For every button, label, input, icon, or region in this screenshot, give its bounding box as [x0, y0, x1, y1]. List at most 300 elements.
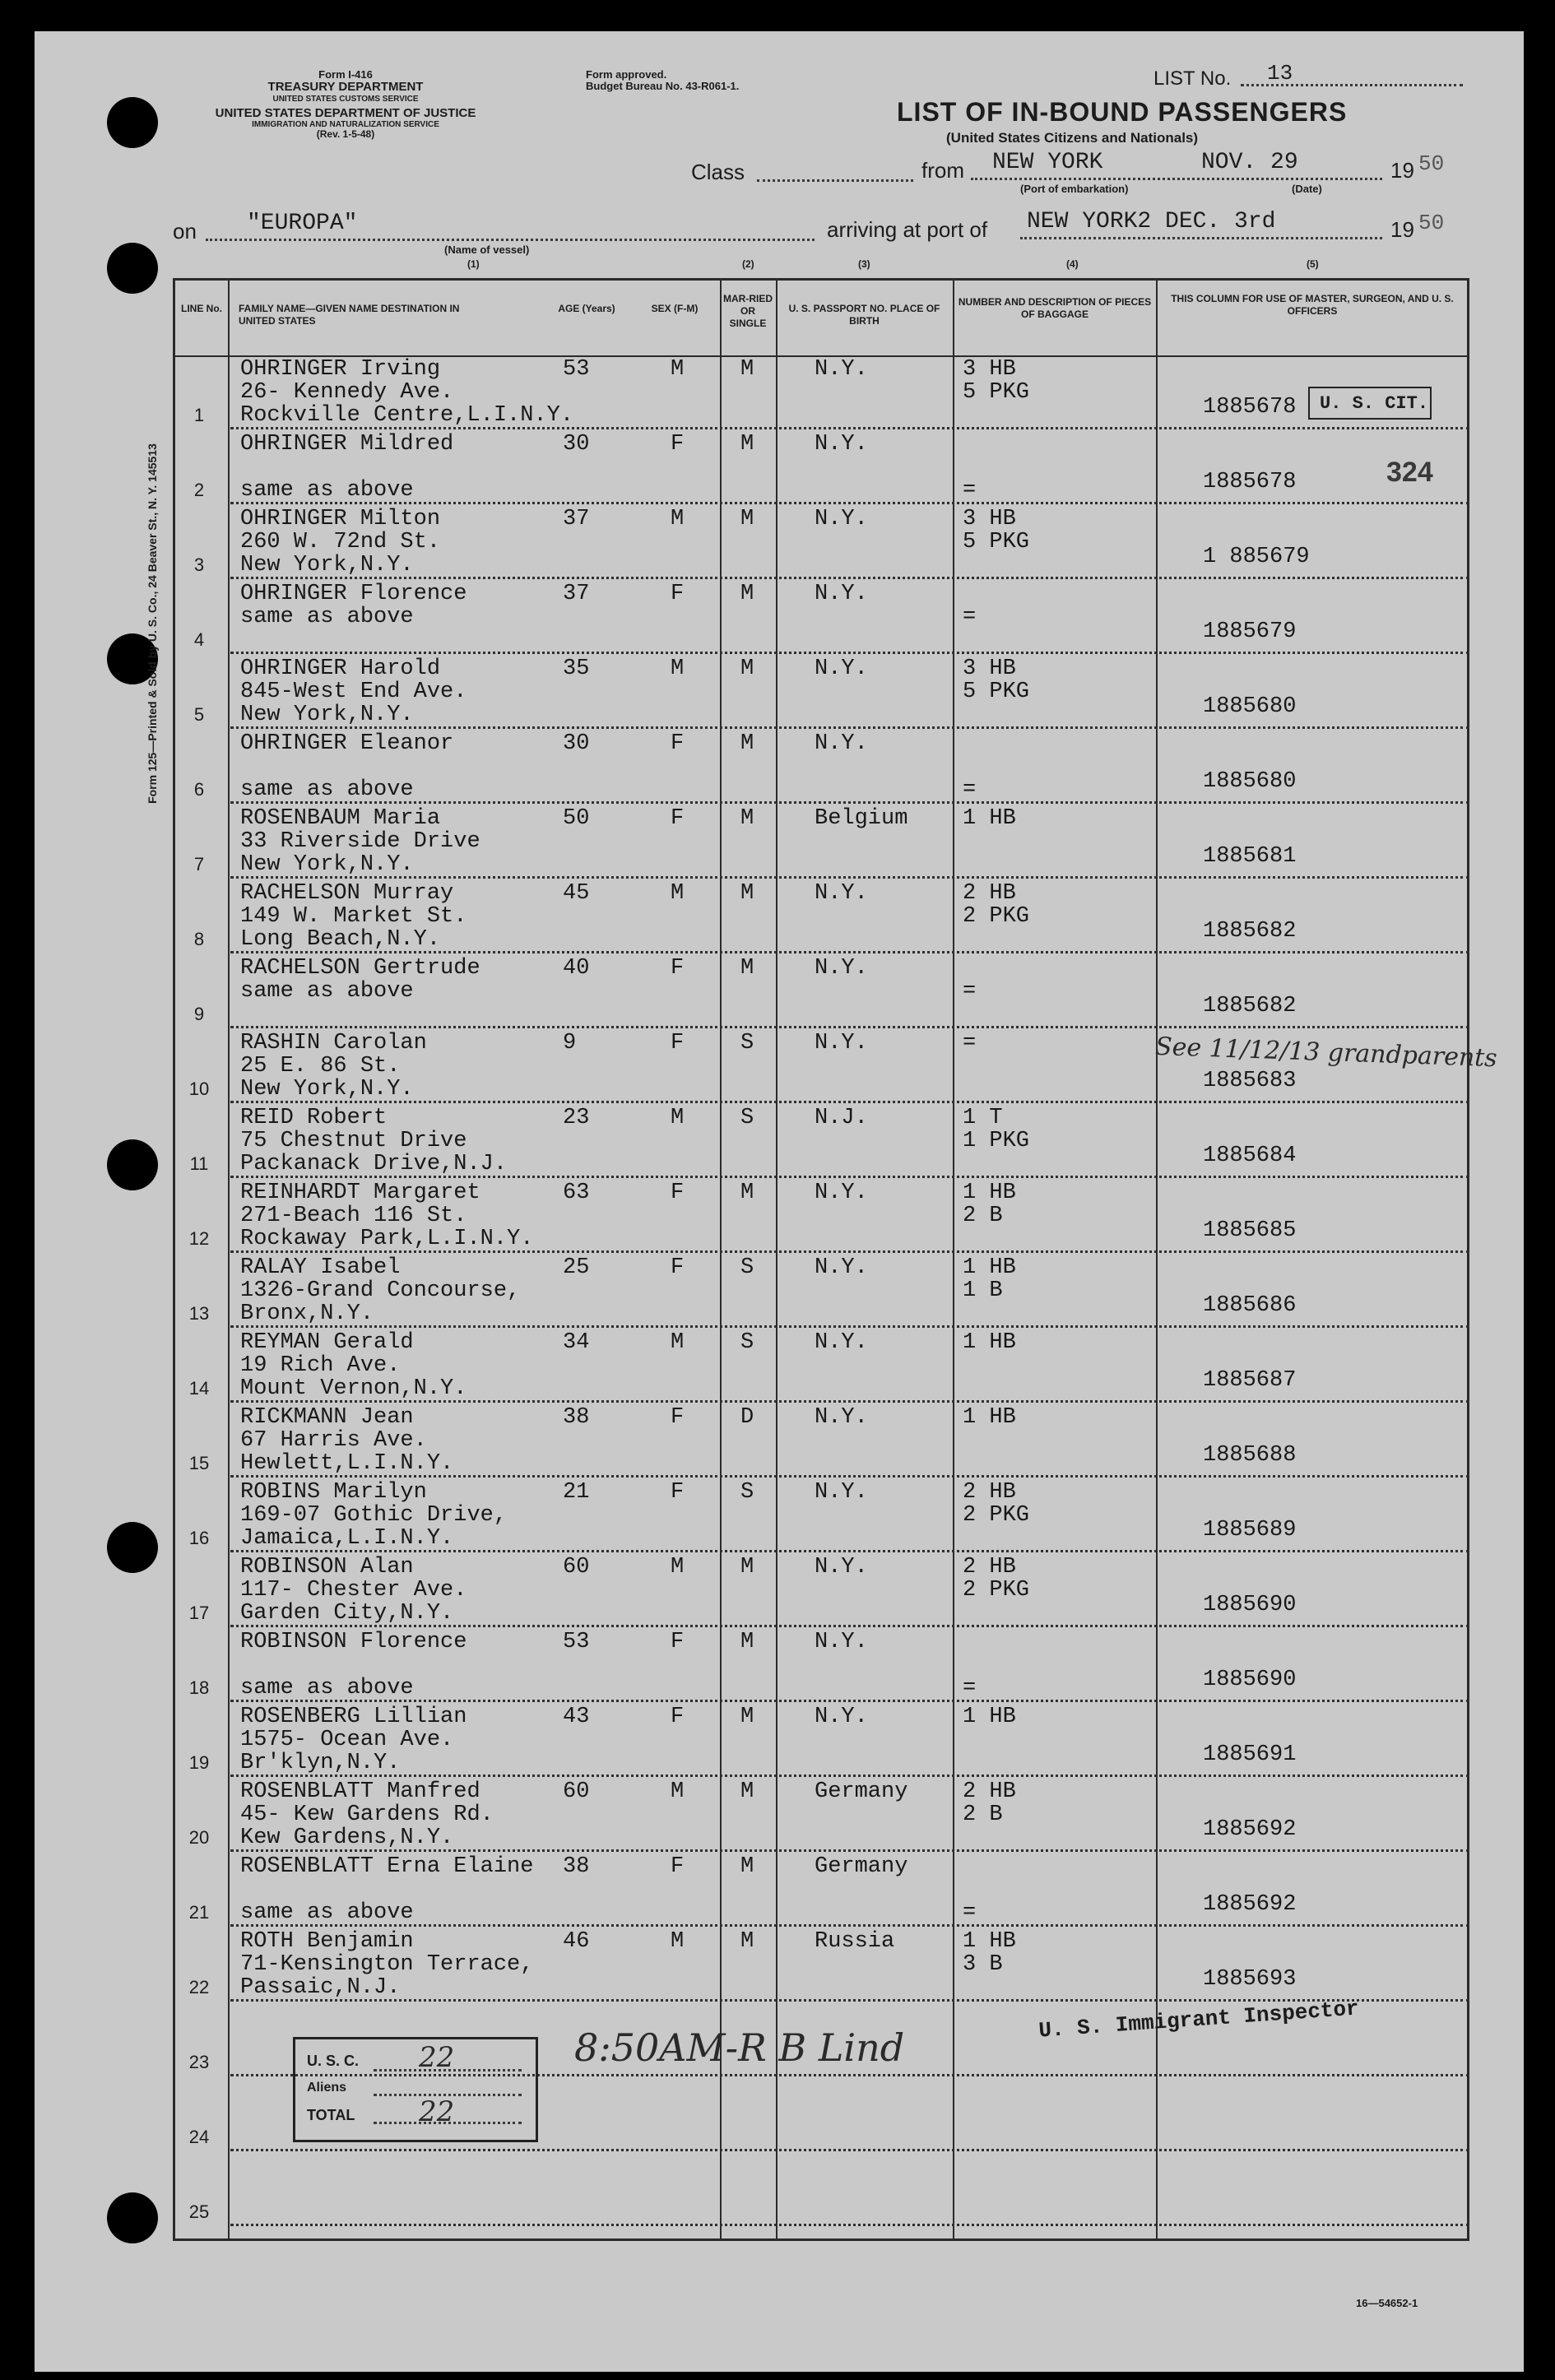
passenger-sex: F	[671, 1854, 685, 1879]
passenger-age: 37	[563, 582, 590, 606]
passenger-name: ROTH Benjamin	[240, 1929, 414, 1954]
place-of-birth: N.Y.	[815, 1405, 868, 1430]
line-number: 25	[188, 2201, 210, 2222]
passenger-sex: M	[671, 1555, 685, 1580]
passenger-age: 40	[563, 956, 590, 981]
row-separator	[230, 1924, 1469, 1927]
passenger-sex: F	[671, 1181, 685, 1205]
baggage: =	[963, 1900, 977, 1925]
place-of-birth: N.Y.	[815, 1031, 868, 1055]
place-of-birth: Belgium	[815, 806, 908, 831]
line-number: 19	[188, 1752, 210, 1773]
baggage: 1 PKG	[963, 1129, 1030, 1153]
marital-status: M	[740, 956, 754, 981]
passenger-age: 9	[563, 1031, 577, 1055]
class-label: Class	[691, 160, 745, 184]
passenger-address: 271-Beach 116 St.	[240, 1204, 467, 1228]
passenger-age: 45	[563, 881, 590, 906]
col-caption-4: (4)	[1066, 258, 1079, 270]
baggage: 5 PKG	[963, 680, 1030, 704]
place-of-birth: N.Y.	[815, 357, 868, 382]
passenger-sex: M	[671, 1330, 685, 1355]
footer-code: 16—54652-1	[1356, 2297, 1418, 2309]
treasury-dept: TREASURY DEPARTMENT	[267, 80, 424, 95]
marital-status: M	[740, 582, 754, 606]
passenger-address: same as above	[240, 478, 414, 503]
passenger-address: 67 Harris Ave.	[240, 1428, 427, 1453]
passenger-sex: F	[671, 806, 685, 831]
col-header-use: THIS COLUMN FOR USE OF MASTER, SURGEON, AND U. S. OFFICERS	[1171, 293, 1454, 317]
baggage: 2 HB	[963, 1779, 1016, 1804]
line-number: 22	[188, 1977, 210, 1997]
col-caption-2: (2)	[742, 258, 754, 270]
baggage: 1 HB	[963, 1405, 1016, 1430]
line-number: 2	[193, 480, 205, 500]
passenger-sex: M	[671, 357, 685, 382]
punch-hole	[107, 2192, 158, 2243]
certificate-number: 1885682	[1203, 994, 1297, 1018]
baggage: 2 HB	[963, 1480, 1016, 1505]
passenger-address: Long Beach,N.Y.	[240, 927, 441, 952]
baggage: 2 B	[963, 1204, 1003, 1228]
line-number: 14	[188, 1378, 210, 1399]
place-of-birth: N.Y.	[815, 1330, 868, 1355]
passenger-age: 53	[563, 1630, 590, 1654]
passenger-address: Kew Gardens,N.Y.	[240, 1826, 454, 1850]
passenger-age: 43	[563, 1705, 590, 1729]
certificate-number: 1885692	[1203, 1817, 1297, 1842]
marital-status: M	[740, 1929, 754, 1954]
passenger-address: Rockville Centre,L.I.N.Y.	[240, 403, 574, 428]
passenger-address: 33 Riverside Drive	[240, 829, 480, 854]
passenger-sex: M	[671, 1929, 685, 1954]
page-subtitle: (United States Citizens and Nationals)	[946, 130, 1199, 146]
marital-status: M	[740, 1705, 754, 1729]
us-cit-stamp: U. S. CIT.	[1308, 387, 1432, 420]
grandparents-note: See 11/12/13 grandparents	[1154, 1032, 1498, 1074]
baggage: 1 B	[963, 1278, 1003, 1303]
certificate-number: 1885679	[1203, 619, 1297, 644]
customs-service: UNITED STATES CUSTOMS SERVICE	[272, 94, 419, 104]
marital-status: S	[740, 1106, 754, 1130]
number-324: 324	[1386, 457, 1433, 488]
certificate-number: 1885680	[1203, 694, 1297, 719]
place-of-birth: N.Y.	[815, 1630, 868, 1654]
certificate-number: 1885692	[1203, 1892, 1297, 1917]
certificate-number: 1885693	[1203, 1967, 1297, 1992]
baggage: =	[963, 979, 977, 1004]
col-header-name: FAMILY NAME—GIVEN NAME DESTINATION IN UNITED STATES	[239, 303, 460, 327]
marital-status: S	[740, 1330, 754, 1355]
marital-status: M	[740, 507, 754, 531]
baggage: 2 B	[963, 1802, 1003, 1827]
certificate-number: 1885683	[1203, 1069, 1297, 1093]
punch-hole	[107, 243, 158, 294]
line-number: 8	[193, 929, 205, 949]
passenger-name: OHRINGER Mildred	[240, 432, 454, 457]
line-number: 3	[193, 554, 205, 575]
punch-hole	[107, 1139, 158, 1190]
certificate-number: 1885685	[1203, 1218, 1297, 1243]
passenger-age: 30	[563, 731, 590, 756]
line-number: 7	[193, 854, 205, 875]
inspector-title: U. S. Immigrant Inspector	[1037, 1996, 1360, 2044]
baggage: 1 HB	[963, 1705, 1016, 1729]
line-number: 15	[188, 1453, 210, 1473]
passenger-name: ROSENBLATT Manfred	[240, 1779, 480, 1804]
certificate-number: 1885690	[1203, 1593, 1297, 1617]
list-no-value: 13	[1267, 61, 1293, 86]
marital-status: S	[740, 1255, 754, 1280]
passenger-age: 38	[563, 1405, 590, 1430]
place-of-birth: Germany	[815, 1779, 908, 1804]
baggage: =	[963, 605, 977, 629]
side-printer-text: Form 125—Printed & Sold by U. S. Co., 24 Beaver St., N. Y. 145513	[146, 443, 159, 804]
baggage: 3 HB	[963, 507, 1016, 531]
passenger-name: OHRINGER Florence	[240, 582, 467, 606]
passenger-address: 169-07 Gothic Drive,	[240, 1503, 508, 1528]
col-header-baggage: NUMBER AND DESCRIPTION OF PIECES OF BAGGAGE	[958, 296, 1152, 320]
line-number: 24	[188, 2127, 210, 2147]
baggage: 2 HB	[963, 1555, 1016, 1580]
passenger-name: ROBINSON Florence	[240, 1630, 467, 1654]
passenger-name: ROBINS Marilyn	[240, 1480, 427, 1505]
certificate-number: 1885684	[1203, 1144, 1297, 1168]
marital-status: M	[740, 806, 754, 831]
passenger-sex: F	[671, 582, 685, 606]
place-of-birth: N.Y.	[815, 1705, 868, 1729]
passenger-name: RICKMANN Jean	[240, 1405, 414, 1430]
col-caption-3: (3)	[858, 258, 870, 270]
passenger-name: ROSENBAUM Maria	[240, 806, 441, 831]
port-embark-caption: (Port of embarkation)	[1020, 183, 1129, 195]
passenger-address: Mount Vernon,N.Y.	[240, 1376, 467, 1401]
line-number: 4	[193, 629, 205, 650]
passenger-name: OHRINGER Irving	[240, 357, 441, 382]
passenger-address: same as above	[240, 979, 414, 1004]
place-of-birth: N.Y.	[815, 507, 868, 531]
passenger-address: 1326-Grand Concourse,	[240, 1278, 521, 1303]
baggage: =	[963, 777, 977, 802]
passenger-name: REINHARDT Margaret	[240, 1181, 480, 1205]
passenger-sex: F	[671, 731, 685, 756]
place-of-birth: Germany	[815, 1854, 908, 1879]
passenger-address: 117- Chester Ave.	[240, 1578, 467, 1603]
certificate-number: 1885691	[1203, 1742, 1297, 1767]
passenger-sex: F	[671, 956, 685, 981]
form-number: Form I-416	[318, 68, 373, 81]
passenger-age: 35	[563, 656, 590, 681]
line-number: 21	[188, 1902, 210, 1923]
passenger-name: ROSENBLATT Erna Elaine	[240, 1854, 534, 1879]
certificate-number: 1885680	[1203, 769, 1297, 794]
year-value-1: 50	[1418, 151, 1445, 176]
from-value: NEW YORK	[992, 150, 1103, 175]
passenger-sex: F	[671, 1031, 685, 1055]
row-separator	[230, 577, 1469, 579]
passenger-age: 21	[563, 1480, 590, 1505]
passenger-address: New York,N.Y.	[240, 703, 414, 727]
baggage: 5 PKG	[963, 380, 1030, 405]
baggage: 3 HB	[963, 656, 1016, 681]
line-number: 6	[193, 779, 205, 800]
passenger-address: 1575- Ocean Ave.	[240, 1728, 454, 1752]
punch-hole	[107, 1522, 158, 1573]
passenger-address: Hewlett,L.I.N.Y.	[240, 1451, 454, 1476]
passenger-address: New York,N.Y.	[240, 553, 414, 578]
place-of-birth: N.Y.	[815, 731, 868, 756]
passenger-address: New York,N.Y.	[240, 1077, 414, 1102]
passenger-sex: F	[671, 1405, 685, 1430]
totals-box: U. S. C. 22 Aliens TOTAL 22	[293, 2037, 538, 2142]
row-separator	[230, 1176, 1469, 1178]
line-number: 5	[193, 704, 205, 725]
date-caption: (Date)	[1292, 183, 1322, 195]
col-header-passport: U. S. PASSPORT NO. PLACE OF BIRTH	[788, 303, 940, 327]
place-of-birth: N.Y.	[815, 656, 868, 681]
passenger-sex: F	[671, 1630, 685, 1654]
baggage: 2 HB	[963, 881, 1016, 906]
row-separator	[230, 876, 1469, 879]
passenger-address: Rockaway Park,L.I.N.Y.	[240, 1227, 534, 1251]
marital-status: S	[740, 1480, 754, 1505]
line-number: 13	[188, 1303, 210, 1324]
list-no-label: LIST No.	[1153, 67, 1232, 90]
certificate-number: 1885686	[1203, 1293, 1297, 1318]
baggage: 2 PKG	[963, 904, 1030, 929]
punch-hole	[107, 97, 158, 148]
form-approved: Form approved.	[586, 68, 667, 81]
passenger-age: 37	[563, 507, 590, 531]
row-separator	[230, 2224, 1469, 2226]
passenger-address: Garden City,N.Y.	[240, 1601, 454, 1626]
passenger-sex: M	[671, 507, 685, 531]
passenger-age: 63	[563, 1181, 590, 1205]
passenger-address: 149 W. Market St.	[240, 904, 467, 929]
baggage: 1 HB	[963, 1330, 1016, 1355]
passenger-name: RASHIN Carolan	[240, 1031, 427, 1055]
justice-dept: UNITED STATES DEPARTMENT OF JUSTICE	[215, 105, 476, 120]
marital-status: M	[740, 357, 754, 382]
col-header-line: LINE No.	[181, 303, 222, 314]
arriving-value: NEW YORK2 DEC. 3rd	[1027, 209, 1276, 234]
passenger-age: 23	[563, 1106, 590, 1130]
passenger-address: Packanack Drive,N.J.	[240, 1152, 508, 1176]
inspector-signature: 8:50AM-R B Lind	[574, 2025, 905, 2070]
row-separator	[230, 427, 1469, 429]
passenger-address: 19 Rich Ave.	[240, 1353, 401, 1378]
passenger-age: 46	[563, 1929, 590, 1954]
form-agency-block	[156, 69, 535, 140]
passenger-address: Passaic,N.J.	[240, 1975, 401, 2000]
passenger-name: RACHELSON Gertrude	[240, 956, 480, 981]
on-label: on	[173, 219, 197, 244]
passenger-name: RALAY Isabel	[240, 1255, 401, 1280]
ins-service: IMMIGRATION AND NATURALIZATION SERVICE	[252, 120, 439, 130]
marital-status: M	[740, 1181, 754, 1205]
row-separator	[230, 1849, 1469, 1852]
passenger-name: OHRINGER Eleanor	[240, 731, 454, 756]
passenger-address: same as above	[240, 1676, 414, 1700]
year-prefix-1: 19	[1390, 158, 1414, 183]
certificate-number: 1885690	[1203, 1668, 1297, 1692]
baggage: 5 PKG	[963, 530, 1030, 554]
passenger-age: 50	[563, 806, 590, 831]
baggage: 1 HB	[963, 1181, 1016, 1205]
passenger-sex: F	[671, 1705, 685, 1729]
budget-bureau: Budget Bureau No. 43-R061-1.	[586, 80, 740, 93]
row-separator	[230, 1325, 1469, 1328]
passenger-age: 25	[563, 1255, 590, 1280]
place-of-birth: N.Y.	[815, 881, 868, 906]
page-title: LIST OF IN-BOUND PASSENGERS	[897, 97, 1348, 127]
place-of-birth: Russia	[815, 1929, 895, 1954]
row-separator	[230, 502, 1469, 504]
passenger-sex: M	[671, 1779, 685, 1804]
place-of-birth: N.Y.	[815, 1255, 868, 1280]
passenger-address: same as above	[240, 605, 414, 629]
baggage: 3 B	[963, 1952, 1003, 1977]
baggage: 2 PKG	[963, 1578, 1030, 1603]
col-header-sex: SEX (F-M)	[651, 303, 699, 314]
passenger-address: same as above	[240, 1900, 414, 1925]
certificate-number: 1885682	[1203, 919, 1297, 944]
certificate-number: 1885681	[1203, 844, 1297, 869]
line-number: 1	[193, 405, 205, 425]
passenger-name: OHRINGER Milton	[240, 507, 441, 531]
row-separator	[230, 1101, 1469, 1103]
passenger-name: ROBINSON Alan	[240, 1555, 414, 1580]
passenger-address: 25 E. 86 St.	[240, 1054, 401, 1079]
passenger-name: ROSENBERG Lillian	[240, 1705, 467, 1729]
passenger-address: 26- Kennedy Ave.	[240, 380, 454, 405]
certificate-number: 1885688	[1203, 1443, 1297, 1468]
vessel-value: "EUROPA"	[247, 211, 358, 236]
place-of-birth: N.Y.	[815, 1555, 868, 1580]
passenger-age: 53	[563, 357, 590, 382]
row-separator	[230, 1026, 1469, 1028]
col-caption-5: (5)	[1307, 258, 1319, 270]
passenger-sex: M	[671, 656, 685, 681]
marital-status: M	[740, 731, 754, 756]
passenger-age: 60	[563, 1779, 590, 1804]
baggage: 1 HB	[963, 806, 1016, 831]
place-of-birth: N.Y.	[815, 582, 868, 606]
place-of-birth: N.Y.	[815, 956, 868, 981]
passenger-address: same as above	[240, 777, 414, 802]
year-value-2: 50	[1418, 211, 1445, 235]
revision: (Rev. 1-5-48)	[316, 128, 375, 141]
approval-block	[586, 69, 739, 93]
line-number: 23	[188, 2052, 210, 2072]
row-separator	[230, 801, 1469, 804]
baggage: =	[963, 1676, 977, 1700]
year-prefix-2: 19	[1390, 217, 1414, 242]
vessel-caption: (Name of vessel)	[444, 244, 530, 256]
line-number: 10	[188, 1079, 210, 1099]
row-separator	[230, 2149, 1469, 2151]
baggage: 1 T	[963, 1106, 1003, 1130]
line-number: 16	[188, 1528, 210, 1548]
date-value: NOV. 29	[1201, 150, 1298, 175]
passenger-address: 845-West End Ave.	[240, 680, 467, 704]
row-separator	[230, 1775, 1469, 1777]
place-of-birth: N.Y.	[815, 1181, 868, 1205]
row-separator	[230, 1625, 1469, 1627]
col-caption-1: (1)	[467, 258, 480, 270]
line-number: 11	[189, 1153, 209, 1174]
line-number: 12	[188, 1228, 210, 1249]
passenger-sex: M	[671, 1106, 685, 1130]
passenger-address: 260 W. 72nd St.	[240, 530, 441, 554]
certificate-number: 1885678	[1203, 470, 1297, 494]
baggage: 3 HB	[963, 357, 1016, 382]
passenger-sex: F	[671, 432, 685, 457]
passenger-age: 34	[563, 1330, 590, 1355]
passenger-name: REYMAN Gerald	[240, 1330, 414, 1355]
baggage: 2 PKG	[963, 1503, 1030, 1528]
arriving-label: arriving at port of	[827, 217, 988, 242]
passenger-address: 71-Kensington Terrace,	[240, 1952, 534, 1977]
row-separator	[230, 1700, 1469, 1702]
line-number: 9	[193, 1004, 205, 1024]
marital-status: M	[740, 432, 754, 457]
baggage: =	[963, 478, 977, 503]
marital-status: M	[740, 1555, 754, 1580]
line-number: 18	[188, 1677, 210, 1698]
col-header-age: AGE (Years)	[558, 303, 615, 314]
certificate-number: 1885687	[1203, 1368, 1297, 1393]
marital-status: M	[740, 1779, 754, 1804]
place-of-birth: N.Y.	[815, 432, 868, 457]
passenger-address: 45- Kew Gardens Rd.	[240, 1802, 494, 1827]
passenger-name: REID Robert	[240, 1106, 388, 1130]
row-separator	[230, 951, 1469, 953]
passenger-age: 60	[563, 1555, 590, 1580]
marital-status: M	[740, 1630, 754, 1654]
row-separator	[230, 1250, 1469, 1253]
passenger-address: 75 Chestnut Drive	[240, 1129, 467, 1153]
baggage: 1 HB	[963, 1929, 1016, 1954]
row-separator	[230, 1475, 1469, 1478]
certificate-number: 1885678	[1203, 395, 1297, 420]
passenger-sex: F	[671, 1255, 685, 1280]
passenger-name: OHRINGER Harold	[240, 656, 441, 681]
col-header-married: MAR-RIED OR SINGLE	[723, 293, 773, 329]
passenger-sex: M	[671, 881, 685, 906]
row-separator	[230, 726, 1469, 729]
marital-status: S	[740, 1031, 754, 1055]
passenger-address: Br'klyn,N.Y.	[240, 1751, 401, 1775]
row-separator	[230, 1400, 1469, 1403]
passenger-sex: F	[671, 1480, 685, 1505]
passenger-address: New York,N.Y.	[240, 852, 414, 877]
row-separator	[230, 1550, 1469, 1552]
passenger-age: 30	[563, 432, 590, 457]
marital-status: D	[740, 1405, 754, 1430]
passenger-address: Bronx,N.Y.	[240, 1301, 374, 1326]
passenger-address: Jamaica,L.I.N.Y.	[240, 1526, 454, 1551]
passenger-age: 38	[563, 1854, 590, 1879]
marital-status: M	[740, 656, 754, 681]
line-number: 20	[188, 1827, 210, 1848]
row-separator	[230, 652, 1469, 654]
baggage: 1 HB	[963, 1255, 1016, 1280]
from-label: from	[921, 158, 964, 183]
passenger-name: RACHELSON Murray	[240, 881, 454, 906]
line-number: 17	[188, 1603, 210, 1623]
place-of-birth: N.J.	[815, 1106, 868, 1130]
